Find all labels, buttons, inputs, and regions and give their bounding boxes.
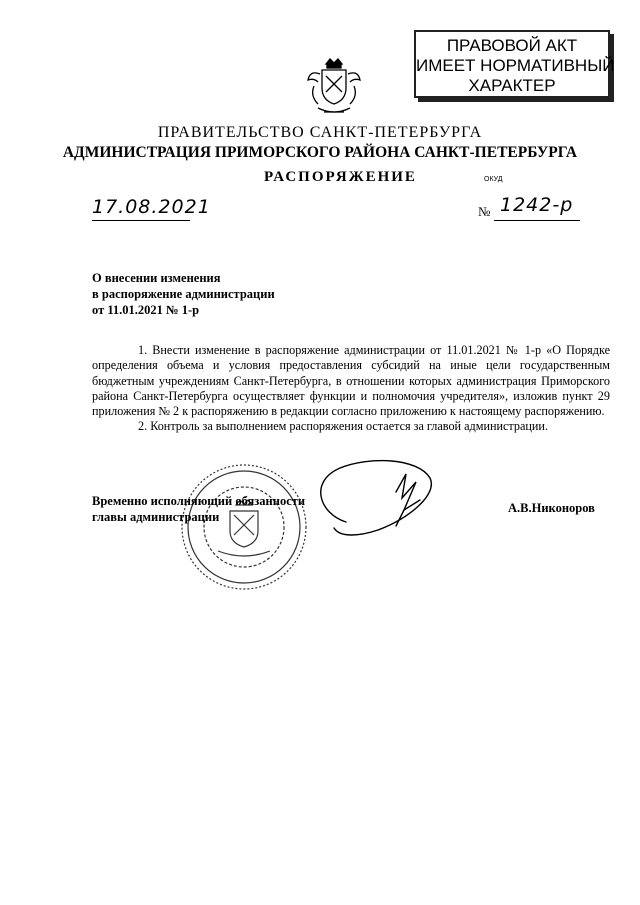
body-paragraph-1: 1. Внести изменение в распоряжение администрации от 11.01.2021 № 1-р «О Порядке определения объема и условия предоставления субсидий на иные цели государственным бюджетным учреждениям Санкт-Петербурга, в отношении которых администрация Приморского района Санкт-Петербурга осуществляет функции и полномочия учредителя», изложив пункт 29 приложения № 2 к распоряжению в редакции согласно приложению к настоящему распоряжению. — [92, 343, 610, 419]
document-date: 17.08.2021 — [92, 196, 211, 218]
normative-act-stamp — [414, 30, 615, 98]
coat-of-arms-emblem — [306, 56, 362, 120]
stamp-line-2: ИМЕЕТ НОРМАТИВНЫЙ — [416, 56, 615, 75]
government-title: ПРАВИТЕЛЬСТВО САНКТ-ПЕТЕРБУРГА — [157, 124, 483, 141]
signatory-name: А.В.Никоноров — [508, 501, 595, 515]
stamp-line-1: ПРАВОВОЙ АКТ — [446, 36, 578, 55]
subject-line-2: в распоряжение администрации — [92, 287, 275, 301]
official-seal — [178, 461, 310, 593]
date-underline — [92, 220, 190, 221]
body-paragraph-2: 2. Контроль за выполнением распоряжения остается за главой администрации. — [138, 419, 549, 434]
subject-line-3: от 11.01.2021 № 1-р — [92, 303, 200, 317]
number-underline — [494, 220, 580, 221]
stamp-line-3: ХАРАКТЕР — [468, 76, 556, 95]
document-subject — [92, 270, 275, 318]
okud-label: ОКУД — [484, 176, 503, 183]
administration-title: АДМИНИСТРАЦИЯ ПРИМОРСКОГО РАЙОНА САНКТ-ПЕТЕРБУРГА — [62, 144, 578, 161]
position-line-2: главы администрации — [92, 510, 220, 524]
number-label: № — [478, 204, 491, 219]
document-number: 1242-р — [500, 194, 574, 216]
handwritten-signature — [300, 452, 440, 560]
subject-line-1: О внесении изменения — [92, 271, 221, 285]
document-type: РАСПОРЯЖЕНИЕ — [264, 169, 417, 185]
signatory-position — [92, 493, 305, 525]
document-body — [92, 343, 610, 435]
position-line-1: Временно исполняющий обязанности — [92, 494, 306, 508]
